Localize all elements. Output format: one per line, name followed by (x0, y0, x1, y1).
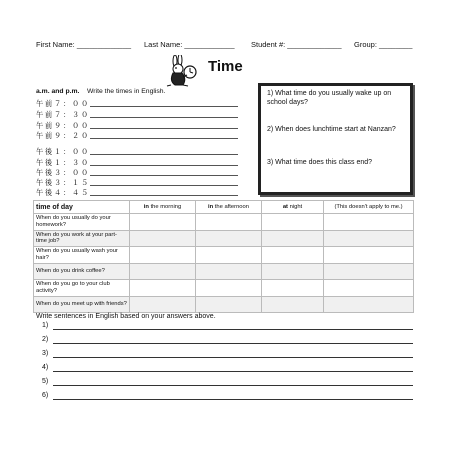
answer-cell[interactable] (262, 230, 324, 247)
answer-cell[interactable] (324, 230, 414, 247)
answer-cell[interactable] (130, 296, 196, 313)
row-question: When do you go to your club activity? (34, 280, 130, 297)
sentence-number: 5) (42, 378, 49, 385)
answer-line (90, 106, 238, 107)
time-item: 午前７：００ (36, 99, 90, 108)
time-of-day-table (33, 200, 414, 313)
table-row (34, 296, 414, 313)
question-2: 2) When does lunchtime start at Nanzan? (267, 126, 396, 133)
answer-line (90, 138, 238, 139)
answer-cell[interactable] (324, 263, 414, 280)
answer-cell[interactable] (130, 230, 196, 247)
sentence-number: 4) (42, 364, 49, 371)
time-item: 午後１：３０ (36, 158, 90, 167)
row-question: When do you usually wash your hair? (34, 247, 130, 264)
answer-cell[interactable] (196, 280, 262, 297)
table-row (34, 214, 414, 231)
time-item: 午前７：３０ (36, 110, 90, 119)
answer-line (90, 195, 238, 196)
answer-line (90, 165, 238, 166)
times-instruction: Write the times in English. (87, 88, 166, 95)
answer-cell[interactable] (262, 296, 324, 313)
sentences-instruction: Write sentences in English based on your answers above. (36, 313, 216, 320)
answer-cell[interactable] (196, 230, 262, 247)
answer-line (90, 128, 238, 129)
question-3: 3) What time does this class end? (267, 159, 373, 166)
answer-line (90, 185, 238, 186)
table-row (34, 247, 414, 264)
answer-cell[interactable] (262, 280, 324, 297)
time-item: 午後３：００ (36, 168, 90, 177)
answer-cell[interactable] (324, 296, 414, 313)
table-row (34, 263, 414, 280)
answer-cell[interactable] (324, 247, 414, 264)
row-question: When do you meet up with friends? (34, 296, 130, 313)
time-item: 午前９：２０ (36, 131, 90, 140)
answer-cell[interactable] (130, 214, 196, 231)
sentence-number: 6) (42, 392, 49, 399)
question-1: 1) What time do you usually wake up on school days? (267, 90, 392, 106)
table-row (34, 230, 414, 247)
first-name-field: First Name: _____________ (36, 40, 132, 49)
sentence-line[interactable] (53, 329, 413, 330)
answer-cell[interactable] (196, 214, 262, 231)
answer-line (90, 117, 238, 118)
answer-cell[interactable] (262, 247, 324, 264)
col-night: at night (262, 201, 324, 214)
sentence-line[interactable] (53, 343, 413, 344)
col-time-of-day: time of day (34, 201, 130, 214)
table-header-row (34, 201, 414, 214)
sentence-number: 2) (42, 336, 49, 343)
sentence-number: 1) (42, 322, 49, 329)
answer-cell[interactable] (130, 263, 196, 280)
answer-cell[interactable] (196, 247, 262, 264)
time-item: 午後３：１５ (36, 178, 90, 187)
sentence-number: 3) (42, 350, 49, 357)
time-item: 午後１：００ (36, 147, 90, 156)
question-box (258, 83, 413, 195)
sentence-line[interactable] (53, 385, 413, 386)
row-question: When do you drink coffee? (34, 263, 130, 280)
answer-cell[interactable] (262, 214, 324, 231)
answer-cell[interactable] (196, 296, 262, 313)
col-morning: in the morning (130, 201, 196, 214)
col-afternoon: in the afternoon (196, 201, 262, 214)
page-title: Time (208, 58, 243, 75)
rabbit-clock-illustration (163, 55, 203, 87)
row-question: When do you usually do your homework? (34, 214, 130, 231)
row-question: When do you work at your part-time job? (34, 230, 130, 247)
am-pm-label: a.m. and p.m. (36, 88, 80, 95)
answer-cell[interactable] (262, 263, 324, 280)
time-item: 午前９：００ (36, 121, 90, 130)
table-row (34, 280, 414, 297)
sentence-line[interactable] (53, 371, 413, 372)
answer-cell[interactable] (324, 214, 414, 231)
answer-cell[interactable] (130, 280, 196, 297)
sentence-line[interactable] (53, 399, 413, 400)
times-heading (36, 88, 165, 95)
last-name-field: Last Name: ____________ (144, 40, 235, 49)
answer-cell[interactable] (196, 263, 262, 280)
answer-cell[interactable] (130, 247, 196, 264)
student-number-field: Student #: _____________ (251, 40, 342, 49)
answer-line (90, 154, 238, 155)
answer-cell[interactable] (324, 280, 414, 297)
group-field: Group: ________ (354, 40, 413, 49)
sentence-line[interactable] (53, 357, 413, 358)
col-not-apply: (This doesn't apply to me.) (324, 201, 414, 214)
answer-line (90, 175, 238, 176)
time-item: 午後４：４５ (36, 188, 90, 197)
